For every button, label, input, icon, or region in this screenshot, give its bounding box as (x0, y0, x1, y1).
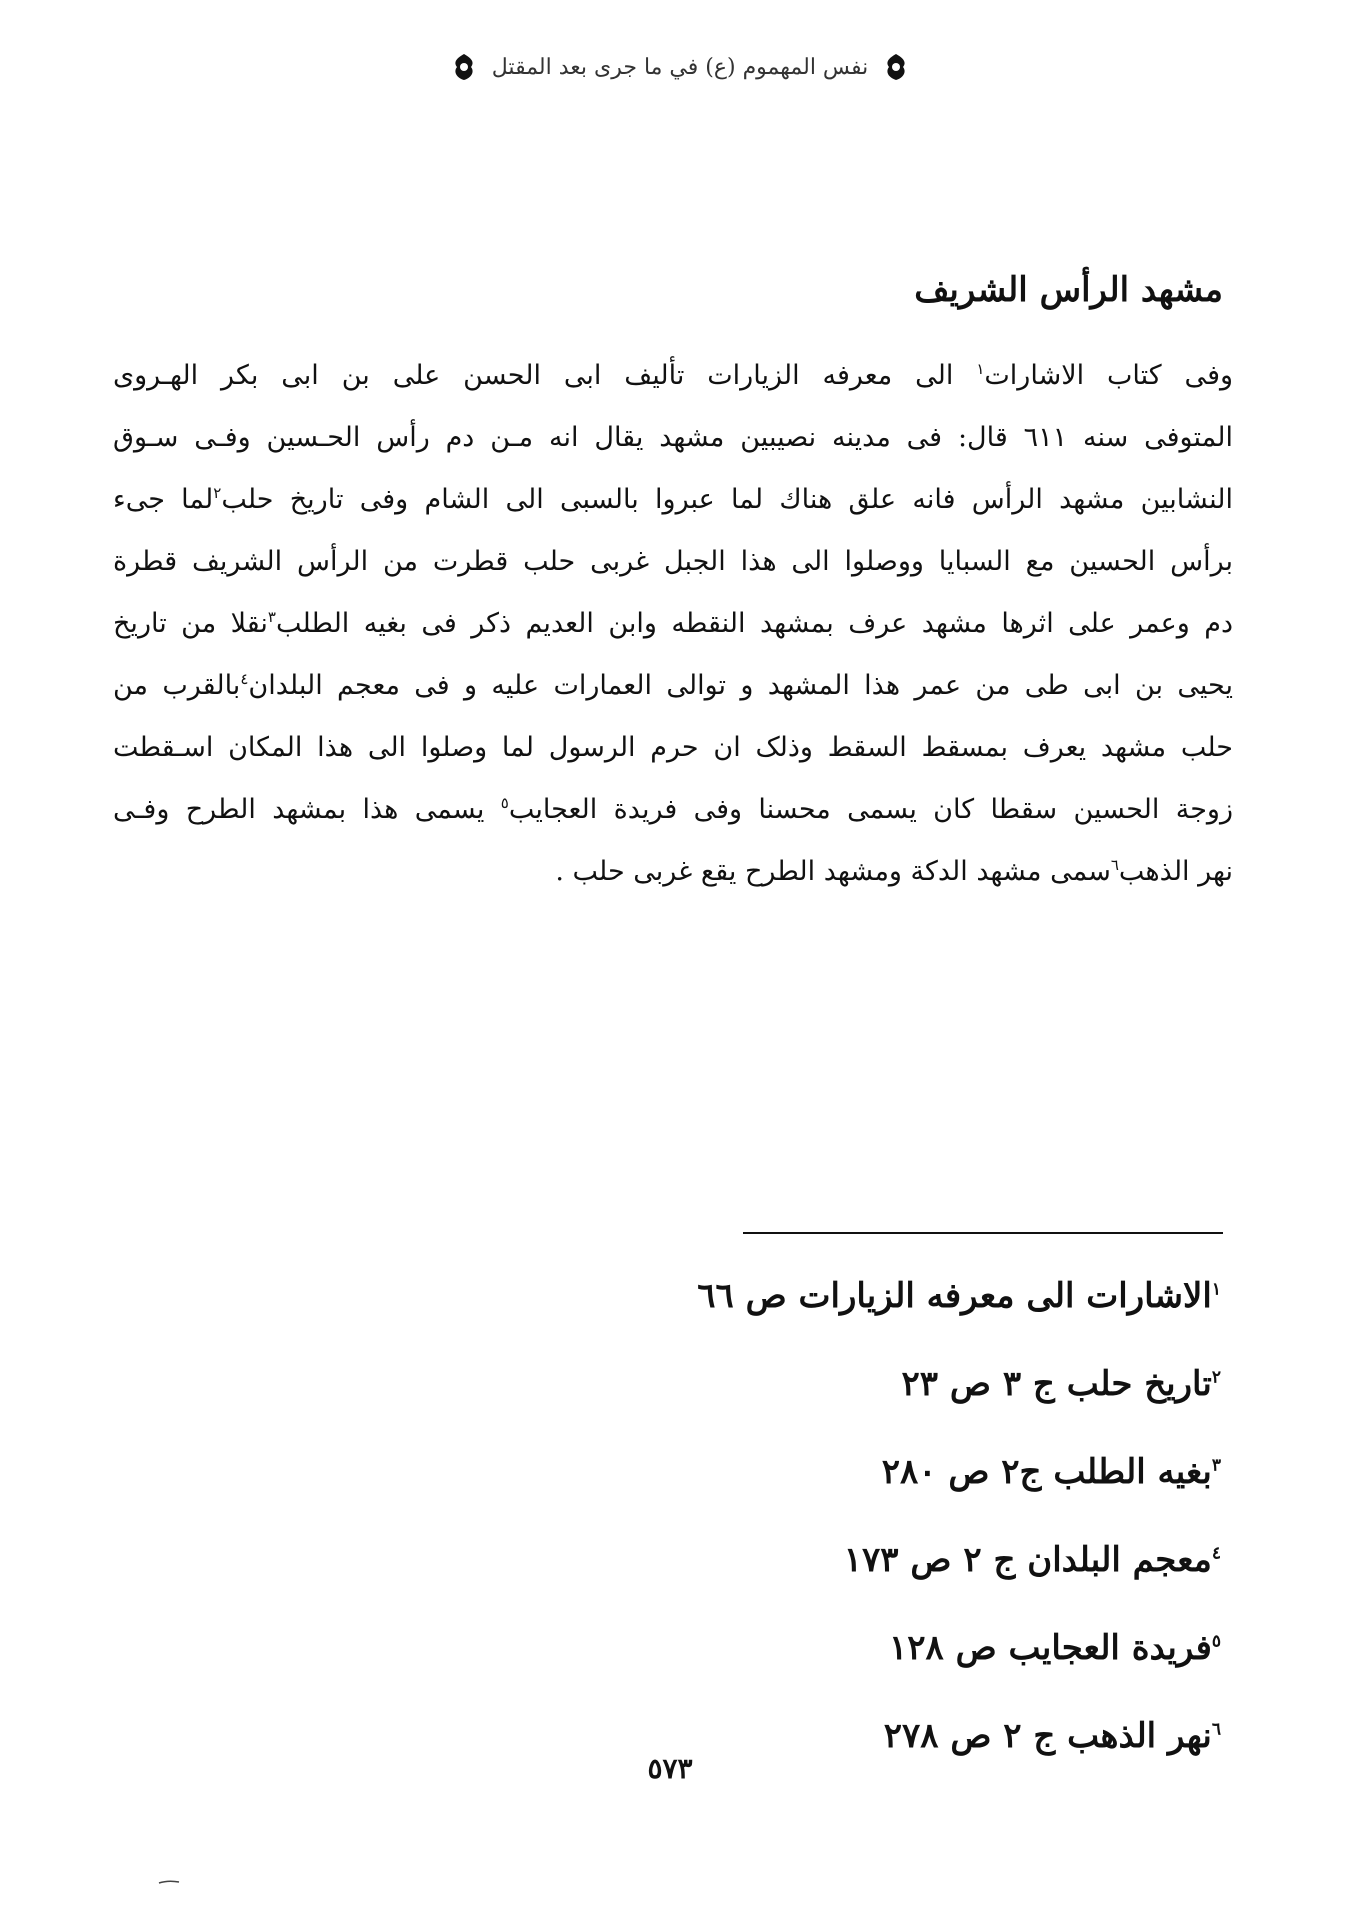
footnote-number: ٤ (1211, 1543, 1221, 1564)
line-text: الى معرفه الزيارات تأليف ابى الحسن على بن ابى بكر الهـروى (113, 360, 977, 391)
line-text: نهر الذهب (1118, 856, 1233, 887)
footnote-number: ٢ (1211, 1367, 1221, 1388)
line-text: نقلا من تاريخ (113, 608, 268, 639)
footnote-ref: ٣ (267, 608, 276, 626)
body-text (113, 345, 1233, 903)
ornament-icon (448, 51, 480, 83)
body-line (113, 779, 1233, 841)
body-line (113, 841, 1233, 903)
body-line (113, 407, 1233, 469)
footnote-number: ٥ (1211, 1631, 1221, 1652)
footnote (521, 1614, 1221, 1702)
line-text: يسمى هذا بمشهد الطرح وفـى (113, 794, 501, 825)
page-number: ٥٧٣ (647, 1752, 693, 1785)
body-line (113, 469, 1233, 531)
footnote-number: ١ (1211, 1279, 1221, 1300)
footnote-ref: ١ (976, 360, 985, 378)
body-line (113, 531, 1233, 593)
footnote-text: بغيه الطلب ج٢ ص ٢٨٠ (881, 1452, 1212, 1492)
footnote-ref: ٤ (240, 670, 249, 688)
footnote-text: تاريخ حلب ج ٣ ص ٢٣ (901, 1364, 1212, 1404)
body-line (113, 593, 1233, 655)
line-text: زوجة الحسين سقطا كان يسمى محسنا وفى فريدة العجايب (508, 794, 1233, 825)
body-line (113, 345, 1233, 407)
footnote-ref: ٥ (500, 794, 509, 812)
line-text: سمى مشهد الدكة ومشهد الطرح يقع غربى حلب . (555, 856, 1111, 887)
footnote-text: فريدة العجايب ص ١٢٨ (888, 1628, 1212, 1668)
footnotes (521, 1262, 1221, 1790)
footnote (521, 1262, 1221, 1350)
footnote-text: نهر الذهب ج ٢ ص ٢٧٨ (883, 1716, 1212, 1756)
section-title: مشهد الرأس الشريف (914, 270, 1223, 310)
line-text: بالقرب من (113, 670, 241, 701)
footnote-number: ٦ (1211, 1719, 1221, 1740)
footnote-ref: ٦ (1110, 856, 1119, 874)
line-text: المتوفى سنه ٦١١ قال: فى مدينه نصيبين مشهد يقال انه مـن دم رأس الحـسين وفـى سـوق (113, 422, 1233, 453)
footnote-text: معجم البلدان ج ٢ ص ١٧٣ (843, 1540, 1212, 1580)
footnote-separator (743, 1232, 1223, 1234)
line-text: النشابين مشهد الرأس فانه علق هناك لما عبروا بالسبى الى الشام وفى تاريخ حلب (221, 484, 1233, 515)
line-text: يحيى بن ابى طى من عمر هذا المشهد و توالى العمارات عليه و فى معجم البلدان (248, 670, 1233, 701)
line-text: وفى كتاب الاشارات (984, 360, 1233, 391)
line-text: دم وعمر على اثرها مشهد عرف بمشهد النقطه وابن العديم ذكر فى بغيه الطلب (275, 608, 1233, 639)
footnote (521, 1526, 1221, 1614)
footnote (521, 1350, 1221, 1438)
footnote-number: ٣ (1211, 1455, 1221, 1476)
line-text: حلب مشهد يعرف بمسقط السقط وذلک ان حرم الرسول لما وصلوا الى هذا المكان اسـقطت (113, 732, 1233, 763)
running-header (440, 42, 920, 92)
line-text: لما جىء (113, 484, 214, 515)
body-line (113, 655, 1233, 717)
line-text: برأس الحسين مع السبايا ووصلوا الى هذا الجبل غربى حلب قطرت من الرأس الشريف قطرة (113, 546, 1233, 577)
footnote-text: الاشارات الى معرفه الزيارات ص ٦٦ (697, 1276, 1212, 1316)
scan-speck (158, 1880, 180, 1884)
running-title: نفس المهموم (ع) في ما جرى بعد المقتل (491, 54, 869, 80)
footnote-ref: ٢ (213, 484, 222, 502)
footnote (521, 1438, 1221, 1526)
ornament-icon (880, 51, 912, 83)
body-line (113, 717, 1233, 779)
